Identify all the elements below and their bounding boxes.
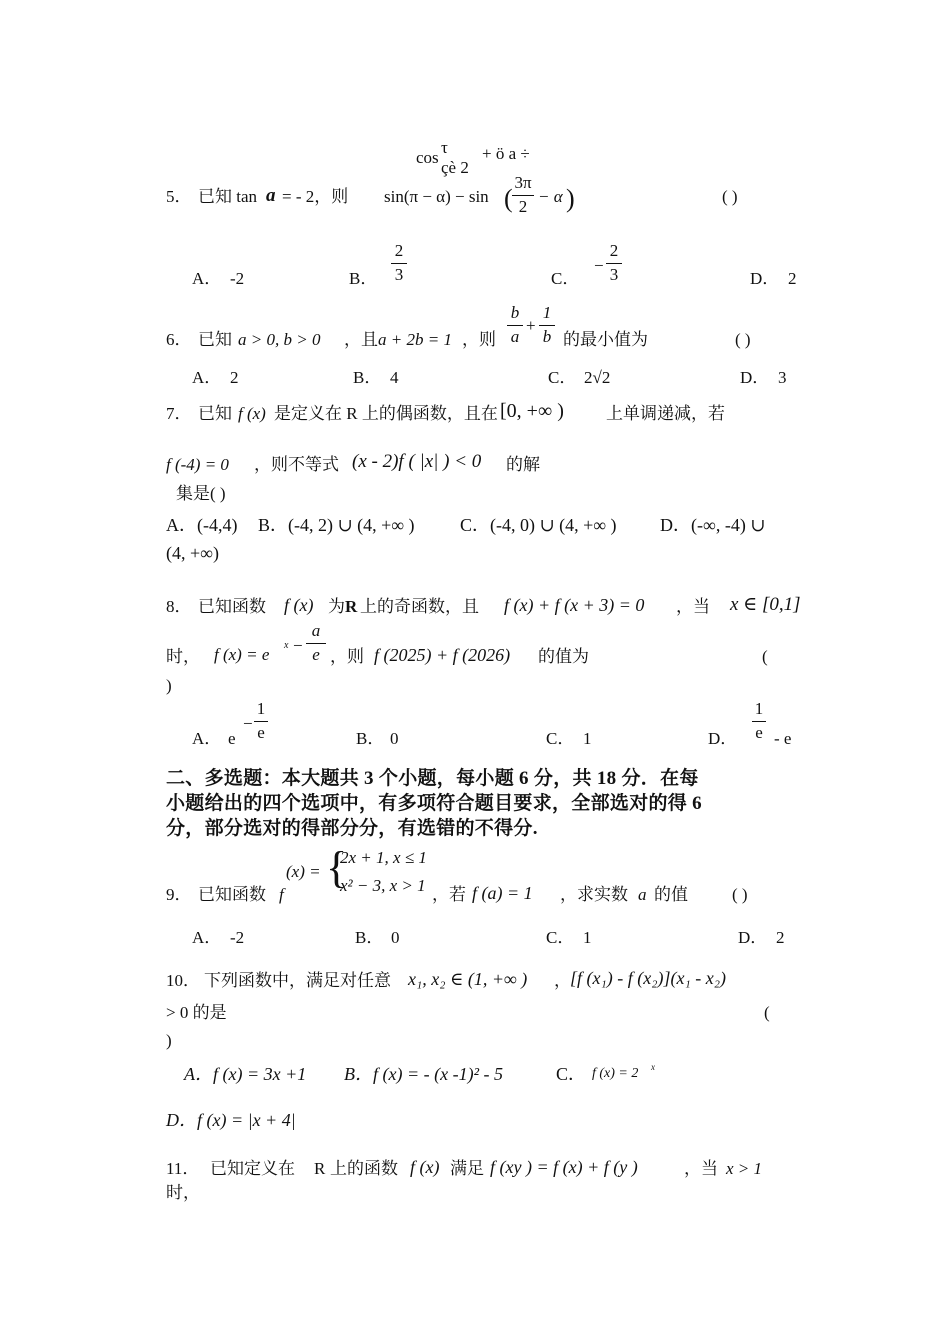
q11-R: R [314,1159,326,1178]
q6-option-a-label: A． [192,368,222,387]
q5-expr-frac-num: 3π [514,173,532,192]
q10-option-d: D．f (x) = |x + 4| [166,1110,296,1130]
q7-interval: [0, +∞ ) [500,400,564,422]
q8-option-a-e: e [228,729,236,748]
q11-number: 11． [166,1159,200,1178]
q5-number: 5． [166,187,192,206]
q5-option-c-frac [606,242,622,284]
q5-expr-rparen: ) [566,184,575,213]
q8-fx: f (x) [284,595,314,615]
q5-option-b-label: B． [349,269,378,288]
q8-fdef-sup: x [284,640,289,651]
q8-fdef-frac [306,622,326,664]
q6-frac2-bar [539,325,555,326]
q7-fx: f (x) [238,404,266,423]
q8-line2-a: 时， [166,647,200,666]
q9-case2: x² − 3, x > 1 [340,876,426,895]
q10-option-c-label: C． [556,1064,587,1084]
q9-option-d-label: D． [738,928,768,947]
q10-stem-b: ， [554,971,571,990]
q8-paren-close: ) [166,676,172,695]
q8-R: R [345,597,358,616]
q8-option-b-label: B． [356,729,385,748]
q5-expr-frac-den: 2 [518,196,528,216]
q10-option-a: A．f (x) = 3x +1 [184,1064,307,1084]
q5-expr-a: sin(π − α) − sin [384,187,489,206]
q10-option-c-sup: x [651,1062,655,1072]
q6-frac1-num: b [510,303,520,322]
q11-condition: f (xy ) = f (x) + f (y ) [490,1157,638,1177]
q5-expr-tail: − α [538,187,563,206]
q5-stem-a: 已知 tan [198,187,258,206]
q8-expression: f (2025) + f (2026) [374,645,511,665]
q9-condition: f (a) = 1 [472,883,533,903]
q5-option-d-value: 2 [788,269,797,288]
q7-line2-a: f (-4) = 0 [166,455,229,474]
q7-line1-c: 上单调递减，若 [606,404,725,423]
q7-line3: 集是( ) [176,484,226,503]
q10-paren-close: ) [166,1031,172,1050]
q8-line1-c: 上的奇函数，且 [360,597,479,616]
q6-option-d-value: 3 [778,368,787,387]
q10-vars: x₁, x₂ ∈ (1, +∞ ) [408,969,528,989]
q9-f: f [279,885,284,904]
q9-option-a-value: -2 [230,928,245,947]
q9-number: 9． [166,885,192,904]
section2-line2: 小题给出的四个选项中，有多项符合题目要求，全部选对的得 6 [166,793,702,814]
q8-option-d-bar [752,721,766,722]
q9-option-b-label: B． [355,928,384,947]
q8-option-a-bar [254,721,268,722]
q10-stem-a: 下列函数中，满足对任意 [204,971,391,990]
q8-fdef-frac-bar [306,643,326,644]
q7-line2-b: ，则不等式 [254,455,339,474]
q5-expr-lparen: ( [504,184,513,213]
q5-option-c-num: 2 [609,241,619,260]
q8-number: 8． [166,597,192,616]
q5-expr-frac-bar [512,195,534,196]
q8-line2-c: 的值为 [538,647,589,666]
q8-option-a-frac [254,700,268,742]
q9-case1: 2x + 1, x ≤ 1 [340,848,427,867]
q8-line1-d: ，当 [676,597,710,616]
q8-option-c-value: 1 [583,729,592,748]
q9-option-a-label: A． [192,928,222,947]
q5-hint-frac-num: τ [441,138,448,157]
q8-option-d-den: e [755,722,763,742]
q9-option-d-value: 2 [776,928,785,947]
q10-option-c: f (x) = 2 [592,1066,639,1081]
q5-alpha: a [266,185,276,206]
q6-option-c-label: C． [548,368,577,387]
q5-answer-paren: ( ) [722,187,738,206]
q6-condition: a > 0, b > 0 [238,330,321,349]
q6-option-b-label: B． [353,368,382,387]
q5-option-b-num: 2 [394,241,404,260]
q10-line2: > 0 的是 [166,1003,227,1022]
q9-option-b-value: 0 [391,928,400,947]
q6-option-a-value: 2 [230,368,239,387]
q8-condition: f (x) + f (x + 3) = 0 [504,595,645,615]
q8-option-a-label: A． [192,729,222,748]
q5-option-b-frac [391,242,407,284]
q11-stem-a: 已知定义在 [210,1159,295,1178]
q9-var: a [638,885,647,904]
q7-line1-b: 是定义在 R 上的偶函数，且在 [274,404,498,423]
q10-paren-open: ( [764,1003,770,1022]
q7-option-c: C．(-4, 0) ∪ (4, +∞ ) [460,515,617,535]
q8-fdef-a: f (x) = e [214,645,270,664]
q5-option-c-den: 3 [609,264,619,284]
q7-option-a: A．(-4,4) [166,515,238,535]
q7-line1-a: 已知 [198,404,232,423]
q7-option-b: B．(-4, 2) ∪ (4, +∞ ) [258,515,415,535]
q11-fx: f (x) [410,1157,440,1177]
q8-option-c-label: C． [546,729,575,748]
q6-option-d-label: D． [740,368,770,387]
q8-option-a-num: 1 [256,699,266,718]
q9-option-c-value: 1 [583,928,592,947]
q5-hint-frac-den: çè 2 [441,158,469,177]
q5-option-b-den: 3 [394,264,404,284]
q7-line2-c: (x - 2)f ( |x| ) < 0 [352,451,482,472]
q7-option-d: D．(-∞, -4) ∪ [660,515,766,535]
q5-option-c-label: C． [551,269,580,288]
q8-option-d-frac [752,700,766,742]
q6-frac2 [539,304,555,346]
q9-answer-paren: ( ) [732,885,748,904]
q5-option-a-value: -2 [230,269,245,288]
q11-stem-b: 上的函数 [330,1159,398,1178]
q8-option-d-tail: - e [774,729,792,748]
q8-option-d-num: 1 [754,699,764,718]
q8-line1-b: 为 [328,597,345,616]
q8-line1-a: 已知函数 [198,597,266,616]
q9-stem-a: 已知函数 [198,885,266,904]
q5-option-c-sign: − [594,256,604,275]
q6-option-b-value: 4 [390,368,399,387]
q11-stem-c: 满足 [450,1159,484,1178]
q6-plus: + [526,316,536,335]
q9-brace: { [326,843,348,892]
q6-frac1-den: a [510,326,520,346]
q10-expression: [f (x₁) - f (x₂)](x₁ - x₂) [570,968,726,988]
q5-option-c-bar [606,263,622,264]
q6-frac1 [507,304,523,346]
q5-option-b-bar [391,263,407,264]
q8-option-a-minus: − [243,714,253,733]
q8-option-a-den: e [257,722,265,742]
q8-fdef-frac-num: a [311,621,321,640]
q5-hint-cos: cos [416,148,439,167]
q9-stem-b: ，若 [432,885,466,904]
q10-number: 10． [166,971,200,990]
q7-line2-d: 的解 [506,455,540,474]
q11-line2: 时， [166,1183,200,1202]
q9-option-c-label: C． [546,928,575,947]
q8-option-b-value: 0 [390,729,399,748]
q7-number: 7． [166,404,192,423]
q8-line2-b: ，则 [330,647,364,666]
q8-domain: x ∈ [0,1] [730,594,801,615]
q6-number: 6． [166,330,192,349]
q7-option-d-cont: (4, +∞) [166,543,219,563]
q8-fdef-minus: − [293,636,303,655]
section2-line3: 分，部分选对的得部分分，有选错的不得分. [166,818,538,839]
q11-domain: x > 1 [726,1159,763,1178]
q5-option-a-label: A． [192,269,222,288]
q5-stem-b: = - 2，则 [282,187,349,206]
q6-option-c-value: 2√2 [584,368,611,387]
q6-stem-a: 已知 [198,330,232,349]
q9-stem-c: ，求实数 [560,885,628,904]
q8-option-d-label: D． [708,729,738,748]
q5-hint-plus: + ö a ÷ [482,144,530,163]
q8-paren-open: ( [762,647,768,666]
q11-stem-d: ，当 [684,1159,718,1178]
q8-fdef-frac-den: e [312,644,320,664]
q6-answer-paren: ( ) [735,330,751,349]
q5-expr-frac [512,174,534,216]
q6-frac1-bar [507,325,523,326]
section2-line1: 二、多选题：本大题共 3 个小题，每小题 6 分，共 18 分．在每 [166,768,699,789]
q10-option-b: B．f (x) = - (x -1)² - 5 [344,1064,503,1084]
q6-stem-c: ，则 [462,330,496,349]
q6-stem-b: ，且 [344,330,378,349]
q9-stem-d: 的值 [654,885,688,904]
q9-fx-eq: (x) = [286,862,321,881]
q6-frac2-num: 1 [542,303,552,322]
q6-frac2-den: b [542,326,552,346]
q6-stem-d: 的最小值为 [563,330,648,349]
q6-equation: a + 2b = 1 [378,330,452,349]
q5-option-d-label: D． [750,269,780,288]
